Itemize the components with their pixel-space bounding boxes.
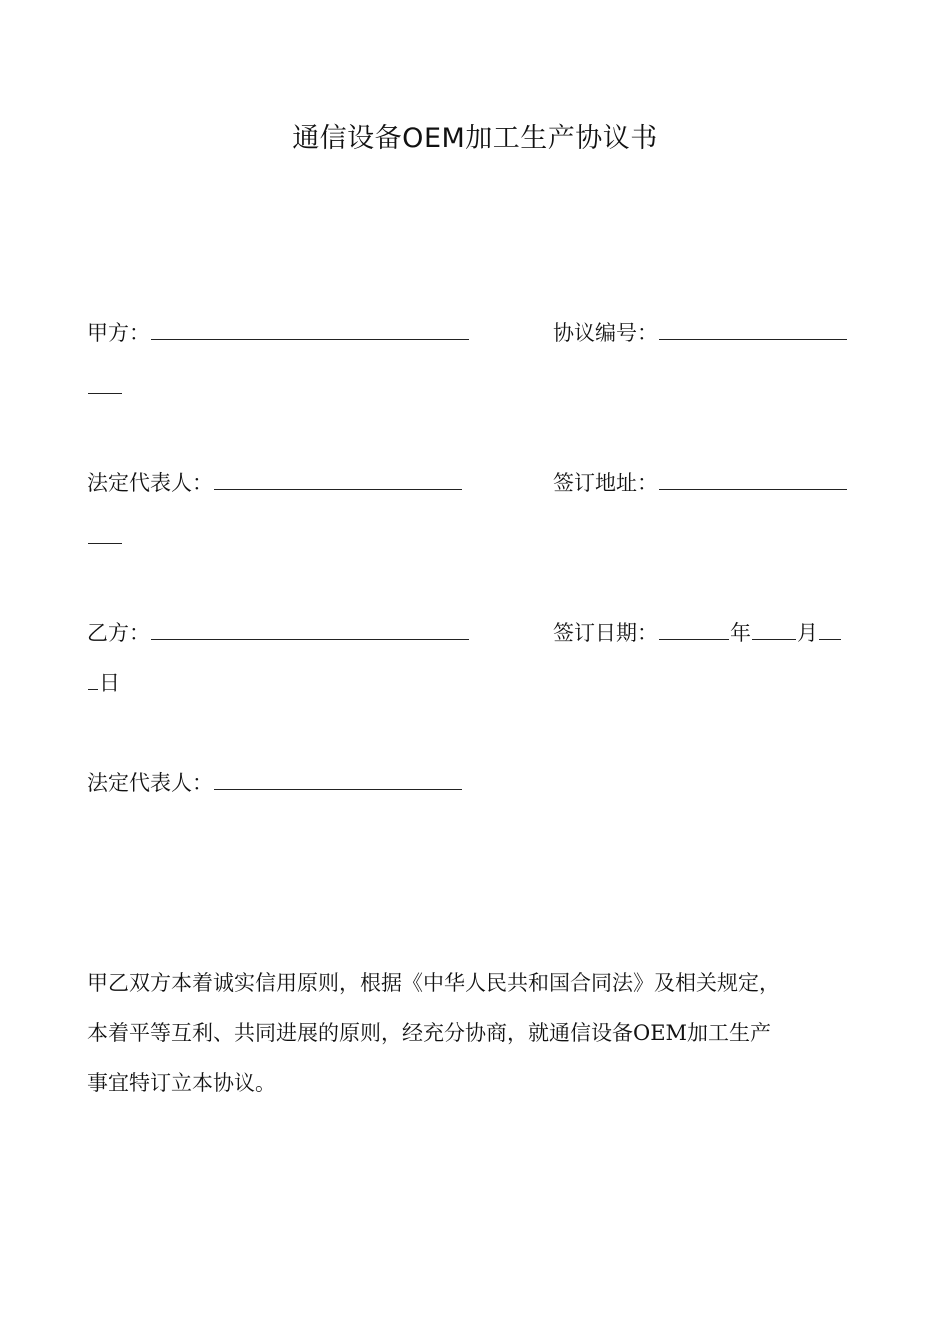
party-a-rep-field (87, 468, 463, 498)
intro-line-3: 事宜特订立本协议。 (87, 1071, 276, 1095)
sign-date-year-blank[interactable] (659, 619, 729, 640)
party-b-rep-field (87, 768, 463, 798)
agreement-no-blank-continued[interactable] (88, 373, 122, 394)
party-a-field (87, 318, 470, 348)
sign-place-field (553, 468, 848, 498)
sign-place-blank-continued[interactable] (88, 523, 122, 544)
party-b-blank[interactable] (151, 619, 469, 640)
party-b-rep-blank[interactable] (214, 769, 462, 790)
agreement-no-blank[interactable] (659, 319, 847, 340)
party-b-rep-label: 法定代表人： (87, 771, 213, 795)
sign-date-field (553, 618, 842, 648)
sign-date-day-label: 日 (99, 671, 120, 695)
sign-place-label: 签订地址： (553, 471, 658, 495)
agreement-no-blank-wrap (87, 372, 123, 402)
sign-date-label: 签订日期： (553, 621, 658, 645)
agreement-no-field (553, 318, 848, 348)
party-a-blank[interactable] (151, 319, 469, 340)
sign-date-wrap (87, 668, 120, 698)
intro-line-2: 本着平等互利、共同进展的原则，经充分协商，就通信设备OEM加工生产 (87, 1021, 772, 1045)
party-a-label: 甲方： (87, 321, 150, 345)
agreement-no-label: 协议编号： (553, 321, 658, 345)
sign-date-year-label: 年 (730, 621, 751, 645)
party-b-label: 乙方： (87, 621, 150, 645)
sign-date-day-blank[interactable] (819, 619, 841, 640)
document-title: 通信设备OEM加工生产协议书 (292, 123, 658, 154)
sign-place-blank[interactable] (659, 469, 847, 490)
party-a-rep-label: 法定代表人： (87, 471, 213, 495)
party-b-field (87, 618, 470, 648)
party-a-rep-blank[interactable] (214, 469, 462, 490)
intro-line-1: 甲乙双方本着诚实信用原则，根据《中华人民共和国合同法》及相关规定， (87, 971, 780, 995)
sign-date-month-label: 月 (797, 621, 818, 645)
sign-date-month-blank[interactable] (752, 619, 796, 640)
sign-place-blank-wrap (87, 522, 123, 552)
sign-date-day-blank-continued[interactable] (88, 669, 98, 690)
